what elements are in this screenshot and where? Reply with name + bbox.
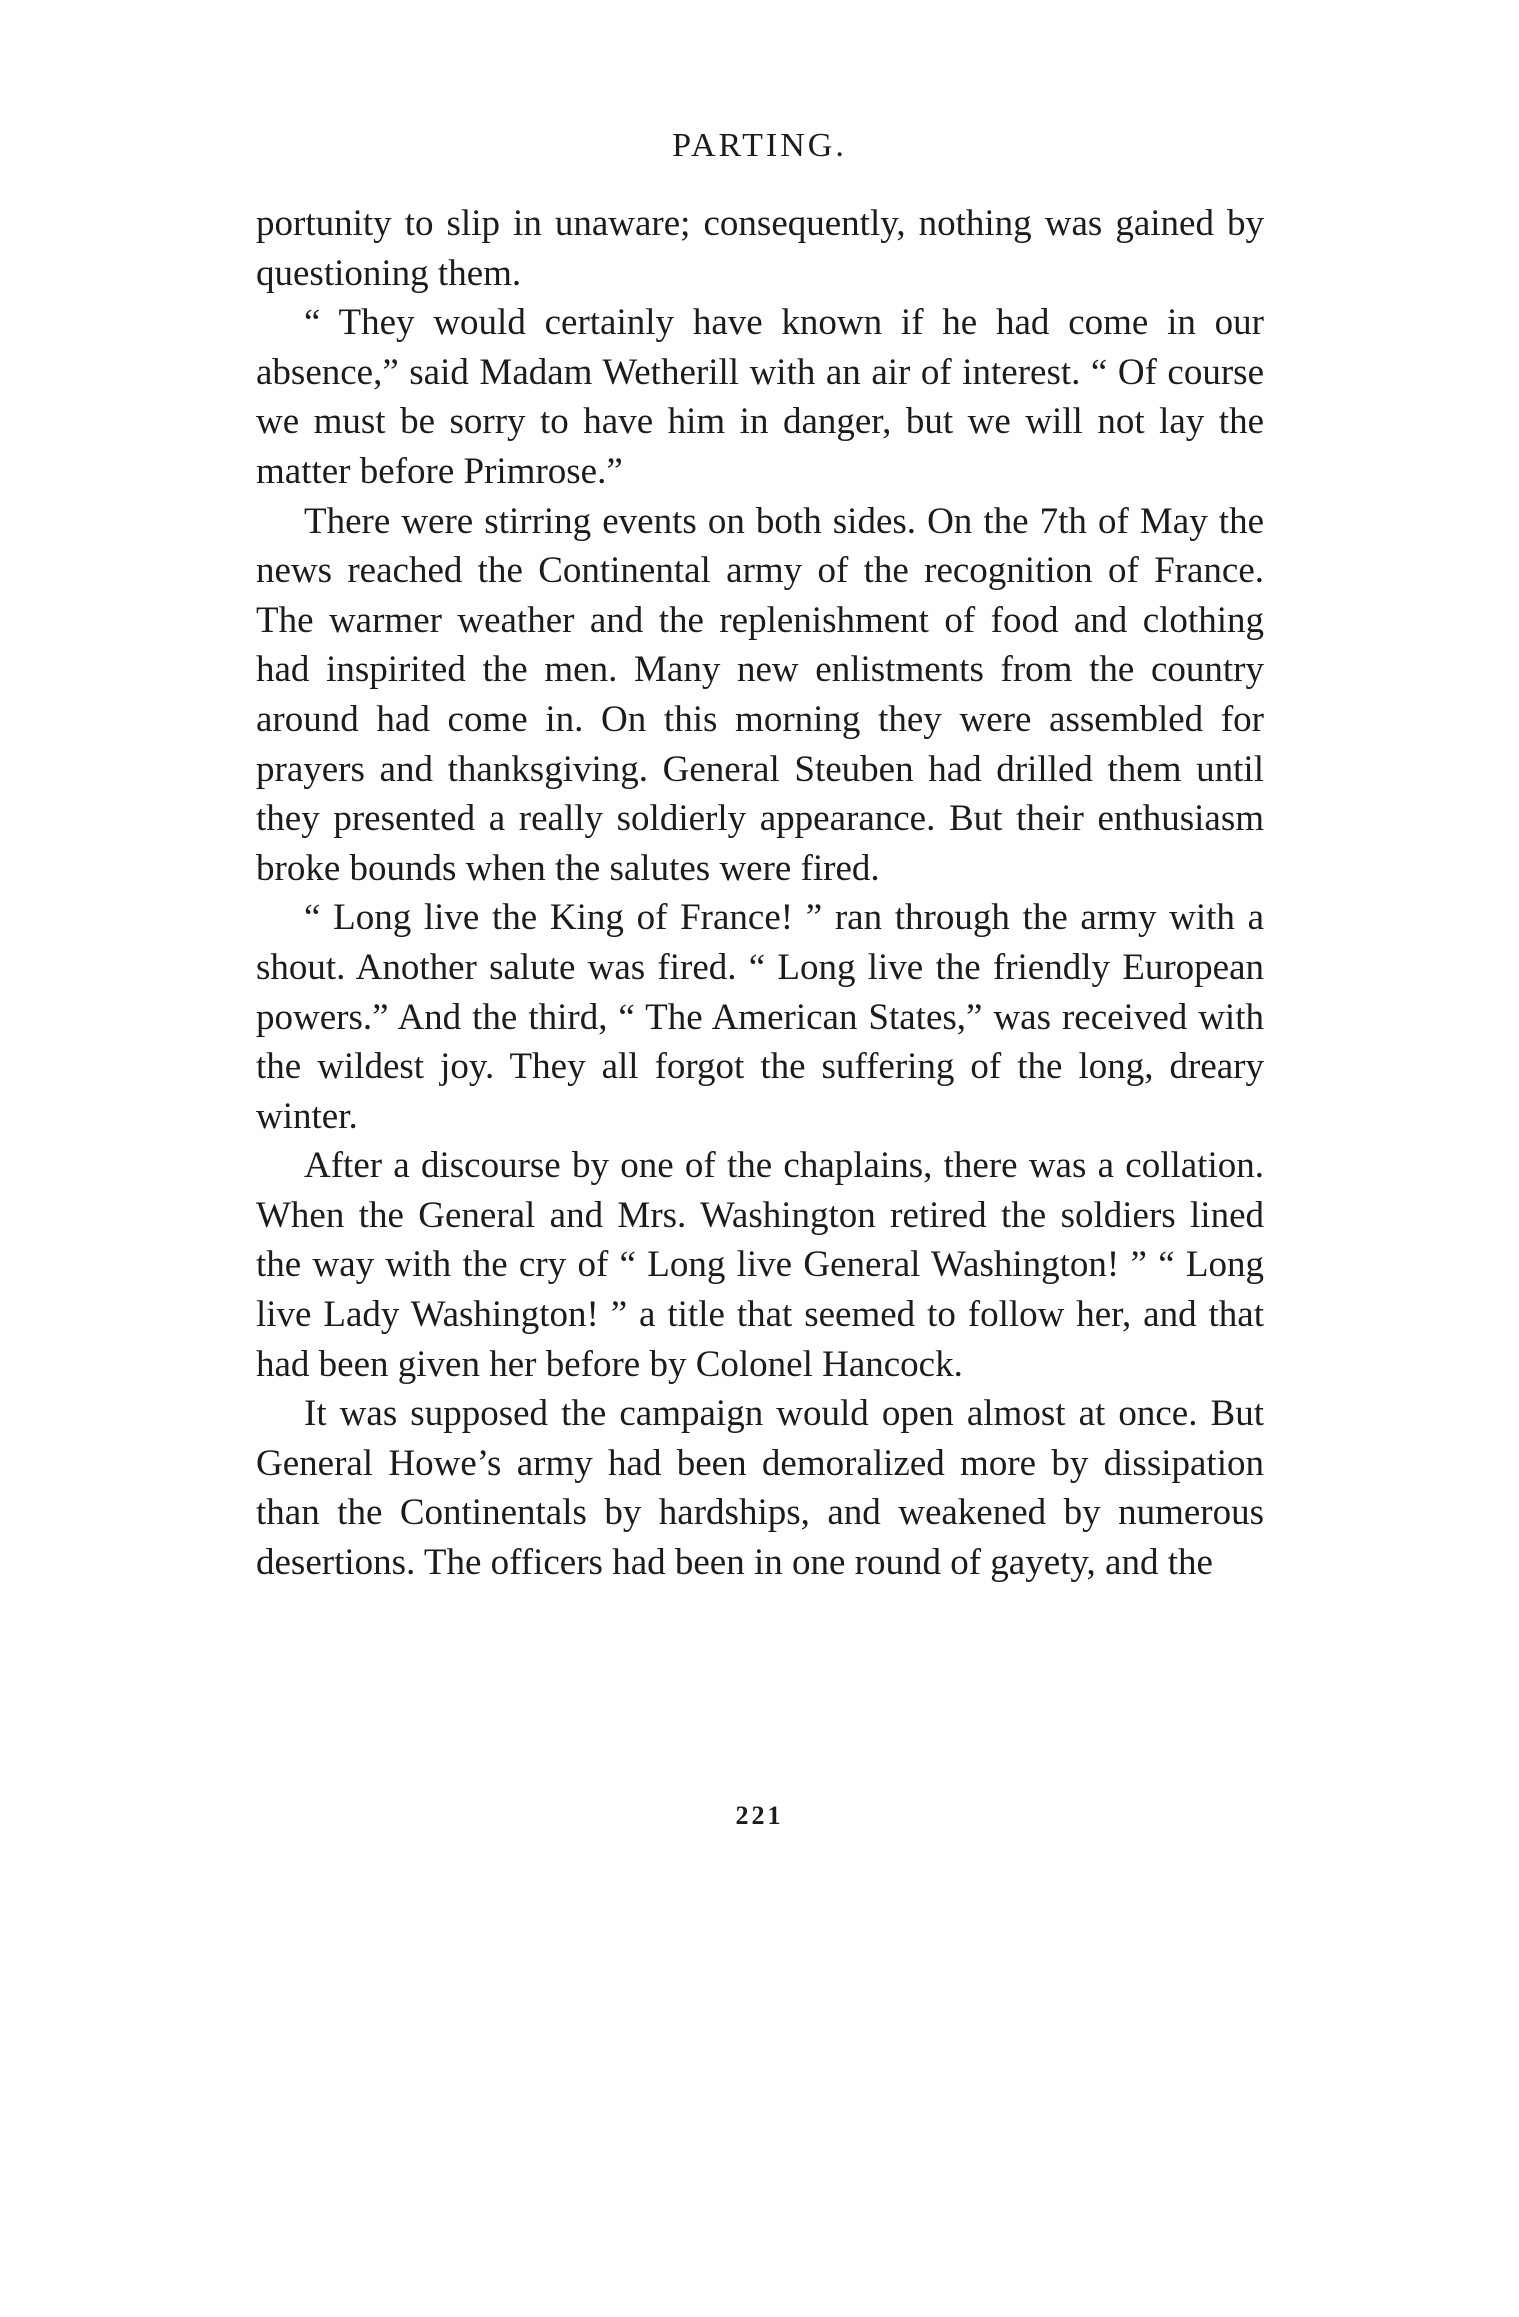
paragraph: “ Long live the King of France! ” ran through the army with a shout. Another salute was fired. “ Long live the friendly European powers.” And the third, “ The American States,” was received with the wildest joy. They all forgot the suffering of the long, dreary winter. [256,897,1264,1137]
page-number: 221 [735,1801,784,1830]
body-text [256,199,1264,1588]
paragraph: “ They would certainly have known if he had come in our absence,” said Madam Wetherill with an air of interest. “ Of course we must be sorry to have him in danger, but we will not lay the matter before Primrose.” [256,302,1264,492]
running-head: PARTING. [672,127,847,164]
paragraph-continuation: portunity to slip in unaware; consequently, nothing was gained by questioning them. [256,203,1264,294]
paragraph: After a discourse by one of the chaplains, there was a collation. When the General and Mrs. Washington retired the soldiers lined the way with the cry of “ Long live General Washington! ” “ Long live Lady Washington! ” a title that seemed to follow her, and that had been given her before by Colonel Hancock. [256,1145,1264,1385]
paragraph: There were stirring events on both sides. On the 7th of May the news reached the Continental army of the recognition of France. The warmer weather and the replenishment of food and clothing had inspirited the men. Many new enlistments from the country around had come in. On this morning they were assembled for prayers and thanksgiving. General Steuben had drilled them until they presented a really soldierly appearance. But their enthusiasm broke bounds when the salutes were fired. [256,500,1264,889]
paragraph: It was supposed the campaign would open almost at once. But General Howe’s army had been demoralized more by dissipation than the Continentals by hardships, and weakened by numerous desertions. The officers had been in one round of gayety, and the [256,1393,1264,1584]
